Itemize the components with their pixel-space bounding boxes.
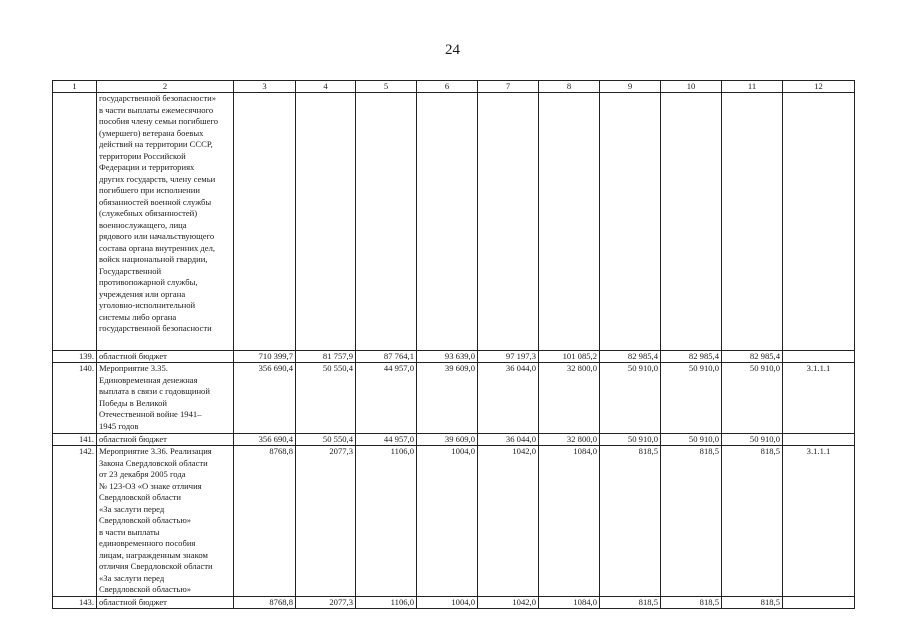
value-cell: 81 757,9	[296, 351, 356, 363]
value-cell: 1004,0	[417, 596, 478, 608]
table-row	[53, 93, 855, 351]
target-code-cell	[783, 434, 855, 446]
target-code-cell: 3.1.1.1	[783, 363, 855, 434]
value-cell: 818,5	[722, 596, 783, 608]
value-cell: 101 085,2	[539, 351, 600, 363]
value-cell: 710 399,7	[234, 351, 296, 363]
target-code-cell: 3.1.1.1	[783, 446, 855, 597]
value-cell: 50 910,0	[600, 363, 661, 434]
column-header: 2	[97, 81, 234, 93]
value-cell: 50 910,0	[661, 363, 722, 434]
value-cell: 44 957,0	[356, 434, 417, 446]
value-cell: 82 985,4	[600, 351, 661, 363]
value-cell: 39 609,0	[417, 363, 478, 434]
row-number-cell: 142.	[53, 446, 97, 597]
column-header: 1	[53, 81, 97, 93]
row-name-cell: Мероприятие 3.36. Реализация Закона Свердловской области от 23 декабря 2005 года № 123-ОЗ «О знаке отличия Свердловской области «За заслуги перед Свердловской областью» в части выплаты единовременного пособия лицам, награжденным знаком отличия Свердловской области «За заслуги перед Свердловской областью»	[97, 446, 234, 597]
value-cell: 32 800,0	[539, 434, 600, 446]
column-header: 10	[661, 81, 722, 93]
table-row	[53, 363, 855, 434]
value-cell: 39 609,0	[417, 434, 478, 446]
column-header: 9	[600, 81, 661, 93]
table-row	[53, 351, 855, 363]
value-cell	[234, 93, 296, 351]
value-cell: 82 985,4	[722, 351, 783, 363]
value-cell	[722, 93, 783, 351]
value-cell	[478, 93, 539, 351]
column-header: 7	[478, 81, 539, 93]
value-cell: 36 044,0	[478, 434, 539, 446]
value-cell: 1084,0	[539, 446, 600, 597]
value-cell: 50 910,0	[722, 434, 783, 446]
target-code-cell	[783, 596, 855, 608]
value-cell: 8768,8	[234, 446, 296, 597]
value-cell: 818,5	[600, 596, 661, 608]
value-cell: 1106,0	[356, 596, 417, 608]
value-cell: 356 690,4	[234, 434, 296, 446]
value-cell: 50 910,0	[722, 363, 783, 434]
table-row	[53, 446, 855, 597]
column-header: 6	[417, 81, 478, 93]
value-cell: 50 910,0	[661, 434, 722, 446]
target-code-cell	[783, 93, 855, 351]
value-cell: 818,5	[661, 446, 722, 597]
value-cell: 50 910,0	[600, 434, 661, 446]
value-cell	[600, 93, 661, 351]
value-cell: 50 550,4	[296, 363, 356, 434]
value-cell: 818,5	[600, 446, 661, 597]
value-cell: 32 800,0	[539, 363, 600, 434]
value-cell: 818,5	[722, 446, 783, 597]
value-cell: 8768,8	[234, 596, 296, 608]
value-cell: 2077,3	[296, 446, 356, 597]
table-header-row	[53, 81, 855, 93]
value-cell: 1042,0	[478, 446, 539, 597]
value-cell: 356 690,4	[234, 363, 296, 434]
value-cell: 1004,0	[417, 446, 478, 597]
value-cell: 87 764,1	[356, 351, 417, 363]
value-cell: 50 550,4	[296, 434, 356, 446]
row-name-cell: областной бюджет	[97, 351, 234, 363]
value-cell: 1106,0	[356, 446, 417, 597]
value-cell	[539, 93, 600, 351]
value-cell: 2077,3	[296, 596, 356, 608]
row-name-cell: областной бюджет	[97, 596, 234, 608]
row-number-cell: 139.	[53, 351, 97, 363]
value-cell: 44 957,0	[356, 363, 417, 434]
budget-table	[52, 80, 855, 609]
value-cell	[296, 93, 356, 351]
row-number-cell: 141.	[53, 434, 97, 446]
value-cell: 93 639,0	[417, 351, 478, 363]
row-name-cell: областной бюджет	[97, 434, 234, 446]
row-name-cell: Мероприятие 3.35. Единовременная денежная выплата в связи с годовщиной Победы в Великой Отечественной войне 1941– 1945 годов	[97, 363, 234, 434]
table-row	[53, 596, 855, 608]
column-header: 11	[722, 81, 783, 93]
value-cell: 36 044,0	[478, 363, 539, 434]
value-cell: 97 197,3	[478, 351, 539, 363]
row-number-cell: 143.	[53, 596, 97, 608]
column-header: 8	[539, 81, 600, 93]
value-cell	[417, 93, 478, 351]
value-cell: 1084,0	[539, 596, 600, 608]
column-header: 12	[783, 81, 855, 93]
value-cell: 82 985,4	[661, 351, 722, 363]
value-cell	[661, 93, 722, 351]
column-header: 3	[234, 81, 296, 93]
table-row	[53, 434, 855, 446]
column-header: 4	[296, 81, 356, 93]
row-number-cell	[53, 93, 97, 351]
row-name-cell: государственной безопасности» в части выплаты ежемесячного пособия члену семьи погибшего (умершего) ветерана боевых действий на территории СССР, территории Российской Федерации и территориях других государств, члену семьи погибшего при исполнении обязанностей военной службы (служебных обязанностей) военнослужащего, лица рядового или начальствующего состава органа внутренних дел, войск национальной гвардии, Государственной противопожарной службы, учреждения или органа уголовно-исполнительной системы либо органа государственной безопасности	[97, 93, 234, 351]
value-cell	[356, 93, 417, 351]
value-cell: 1042,0	[478, 596, 539, 608]
page-number: 24	[445, 42, 460, 58]
row-number-cell: 140.	[53, 363, 97, 434]
column-header: 5	[356, 81, 417, 93]
target-code-cell	[783, 351, 855, 363]
value-cell: 818,5	[661, 596, 722, 608]
